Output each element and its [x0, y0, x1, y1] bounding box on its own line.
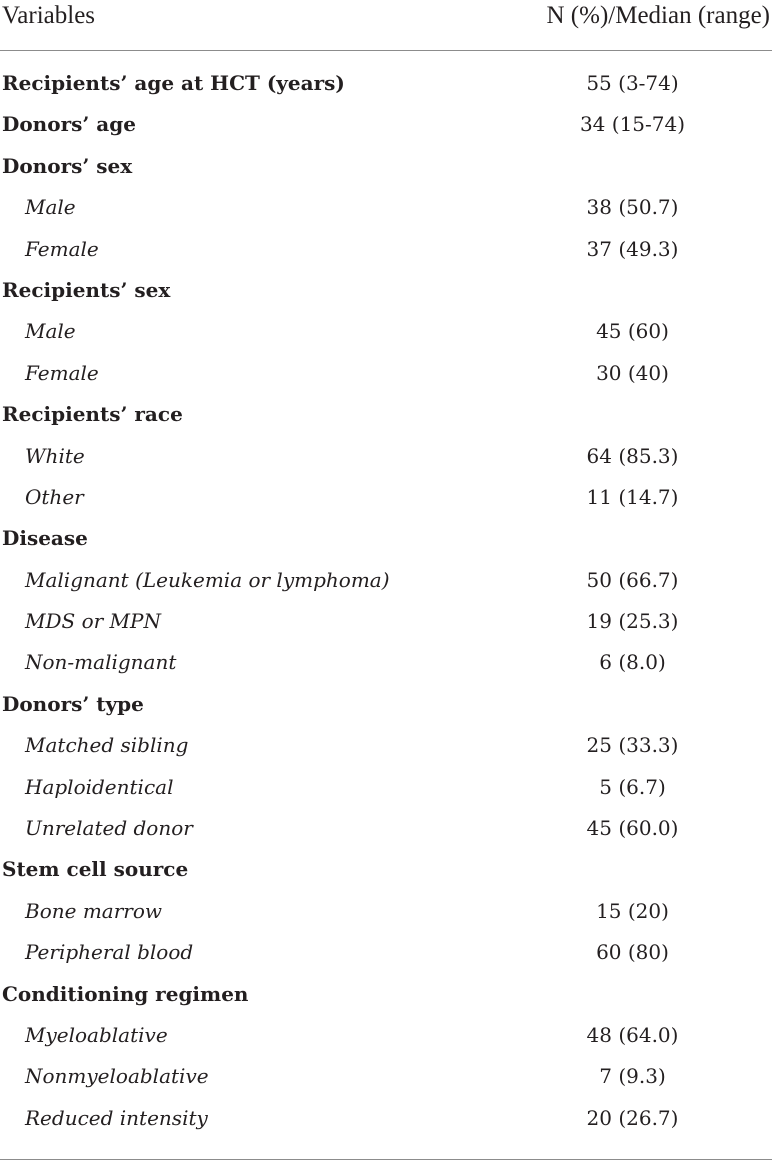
row-label: Other	[25, 484, 84, 509]
row-label: Male	[25, 319, 76, 344]
table-row	[0, 314, 772, 355]
table-section-row	[0, 687, 772, 728]
table-row	[0, 563, 772, 604]
row-value: 20 (26.7)	[586, 1105, 679, 1130]
table-header	[0, 0, 772, 36]
header-rule	[0, 50, 772, 51]
row-label: Donors’ sex	[2, 153, 133, 178]
row-label: Reduced intensity	[25, 1105, 208, 1130]
row-value: 15 (20)	[596, 898, 669, 923]
header-variables: Variables	[2, 2, 96, 29]
table-row	[0, 811, 772, 852]
row-value: 37 (49.3)	[586, 236, 679, 261]
row-label: Recipients’ age at HCT (years)	[2, 71, 345, 95]
row-label: Matched sibling	[25, 733, 189, 758]
row-value: 45 (60)	[596, 319, 669, 344]
table-row	[0, 232, 772, 273]
row-label: Donors’ type	[2, 691, 144, 716]
table-row	[0, 190, 772, 231]
table-row	[0, 439, 772, 480]
row-value: 38 (50.7)	[586, 195, 679, 220]
row-label: Non-malignant	[25, 650, 177, 675]
table-row	[0, 894, 772, 935]
row-label: Malignant (Leukemia or lymphoma)	[25, 567, 390, 592]
row-label: Peripheral blood	[25, 940, 194, 965]
row-label: Recipients’ sex	[2, 277, 171, 302]
row-value: 25 (33.3)	[586, 733, 679, 758]
table-body	[0, 66, 772, 1142]
row-value: 30 (40)	[596, 360, 669, 385]
row-value: 34 (15-74)	[579, 112, 686, 137]
bottom-rule	[0, 1159, 772, 1160]
row-label: Stem cell source	[2, 857, 189, 882]
row-label: Female	[25, 236, 99, 261]
row-label: Bone marrow	[25, 898, 162, 923]
row-label: Nonmyeloablative	[25, 1064, 209, 1089]
table-section-row	[0, 149, 772, 190]
table-row	[0, 480, 772, 521]
row-value: 55 (3-74)	[586, 71, 679, 95]
table-section-row	[0, 977, 772, 1018]
row-label: Female	[25, 360, 99, 385]
table-row	[0, 935, 772, 976]
table-section-row	[0, 852, 772, 893]
row-label: Myeloablative	[25, 1022, 168, 1047]
table-row	[0, 770, 772, 811]
table-row	[0, 1018, 772, 1059]
row-label: Disease	[2, 526, 88, 551]
table-section-row	[0, 66, 772, 107]
row-label: Donors’ age	[2, 112, 136, 137]
table-row	[0, 645, 772, 686]
row-value: 48 (64.0)	[586, 1022, 679, 1047]
row-label: Recipients’ race	[2, 402, 183, 427]
row-label: White	[25, 443, 85, 468]
row-value: 7 (9.3)	[599, 1064, 666, 1089]
row-label: Unrelated donor	[25, 816, 193, 841]
row-value: 19 (25.3)	[586, 609, 679, 634]
row-label: Haploidentical	[25, 774, 174, 799]
table-section-row	[0, 521, 772, 562]
row-value: 5 (6.7)	[599, 774, 666, 799]
table-row	[0, 728, 772, 769]
table-row	[0, 1059, 772, 1100]
row-value: 64 (85.3)	[586, 443, 679, 468]
table-row	[0, 604, 772, 645]
table-section-row	[0, 107, 772, 148]
row-value: 50 (66.7)	[586, 567, 679, 592]
row-label: Male	[25, 195, 76, 220]
row-label: Conditioning regimen	[2, 981, 249, 1006]
row-value: 6 (8.0)	[599, 650, 666, 675]
table-row	[0, 1101, 772, 1142]
row-value: 11 (14.7)	[586, 484, 679, 509]
row-value: 45 (60.0)	[586, 816, 679, 841]
table-section-row	[0, 273, 772, 314]
header-values: N (%)/Median (range)	[546, 2, 770, 29]
table-row	[0, 356, 772, 397]
row-value: 60 (80)	[596, 940, 669, 965]
table-section-row	[0, 397, 772, 438]
row-label: MDS or MPN	[25, 609, 161, 634]
